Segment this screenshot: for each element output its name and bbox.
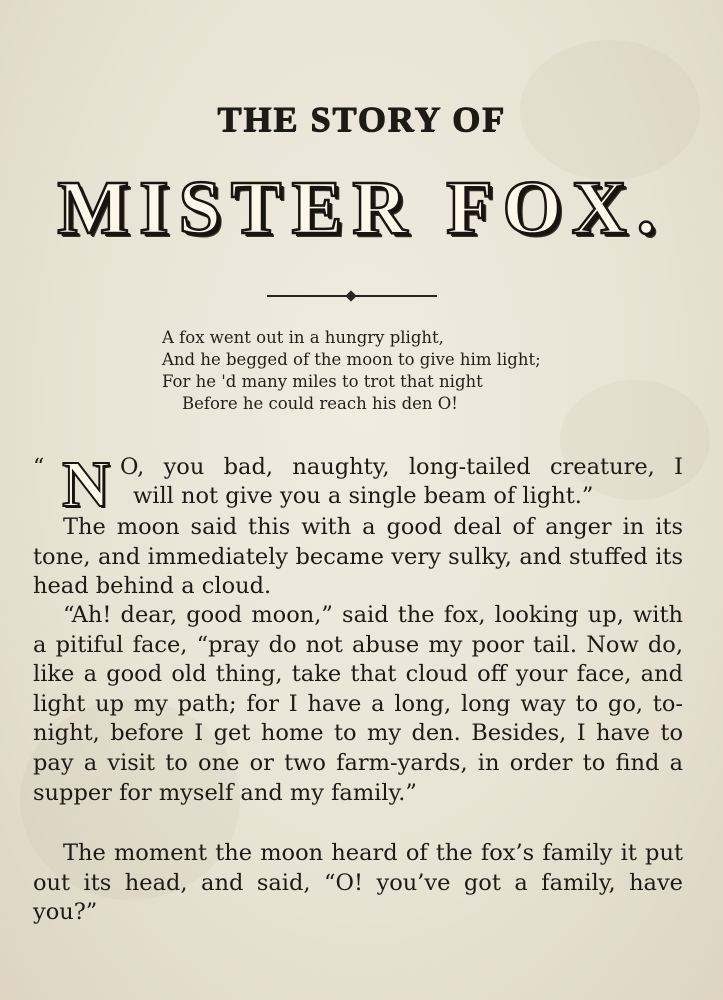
title-line-1: THE STORY OF	[217, 99, 506, 139]
verse-line: Before he could reach his den O!	[182, 394, 458, 413]
paragraph-4: The moment the moon heard of the fox’s family it put out its head, and said, “O! you’ve got a family, have you?”	[33, 840, 683, 926]
verse-line: And he begged of the moon to give him light;	[162, 350, 541, 369]
paragraph-1-line-2: will not give you a single beam of light.”	[133, 483, 594, 509]
opening-quote: “	[33, 455, 45, 480]
ornamental-divider	[267, 292, 437, 300]
verse-block	[162, 327, 541, 415]
drop-cap-letter: N	[62, 448, 110, 521]
verse-line: For he 'd many miles to trot that night	[162, 372, 483, 391]
verse-line: A fox went out in a hungry plight,	[162, 328, 444, 347]
divider-diamond	[345, 290, 356, 301]
title-line-2: MISTER FOX.	[57, 166, 666, 250]
paragraph-2: The moon said this with a good deal of anger in its tone, and immediately became very sulky, and stuffed its head behind a cloud.	[33, 514, 683, 600]
paragraph-3: “Ah! dear, good moon,” said the fox, looking up, with a pitiful face, “pray do not abuse my poor tail. Now do, like a good old thing, take that cloud off your face, and light up my path; for I have a long, long way to go, to-night, before I get home to my den. Besides, I have to pay a visit to one or two farm-yards, in order to find a supper for myself and my family.”	[33, 602, 683, 806]
paragraph-1-line-1: O, you bad, naughty, long-tailed creature, I	[120, 454, 683, 480]
